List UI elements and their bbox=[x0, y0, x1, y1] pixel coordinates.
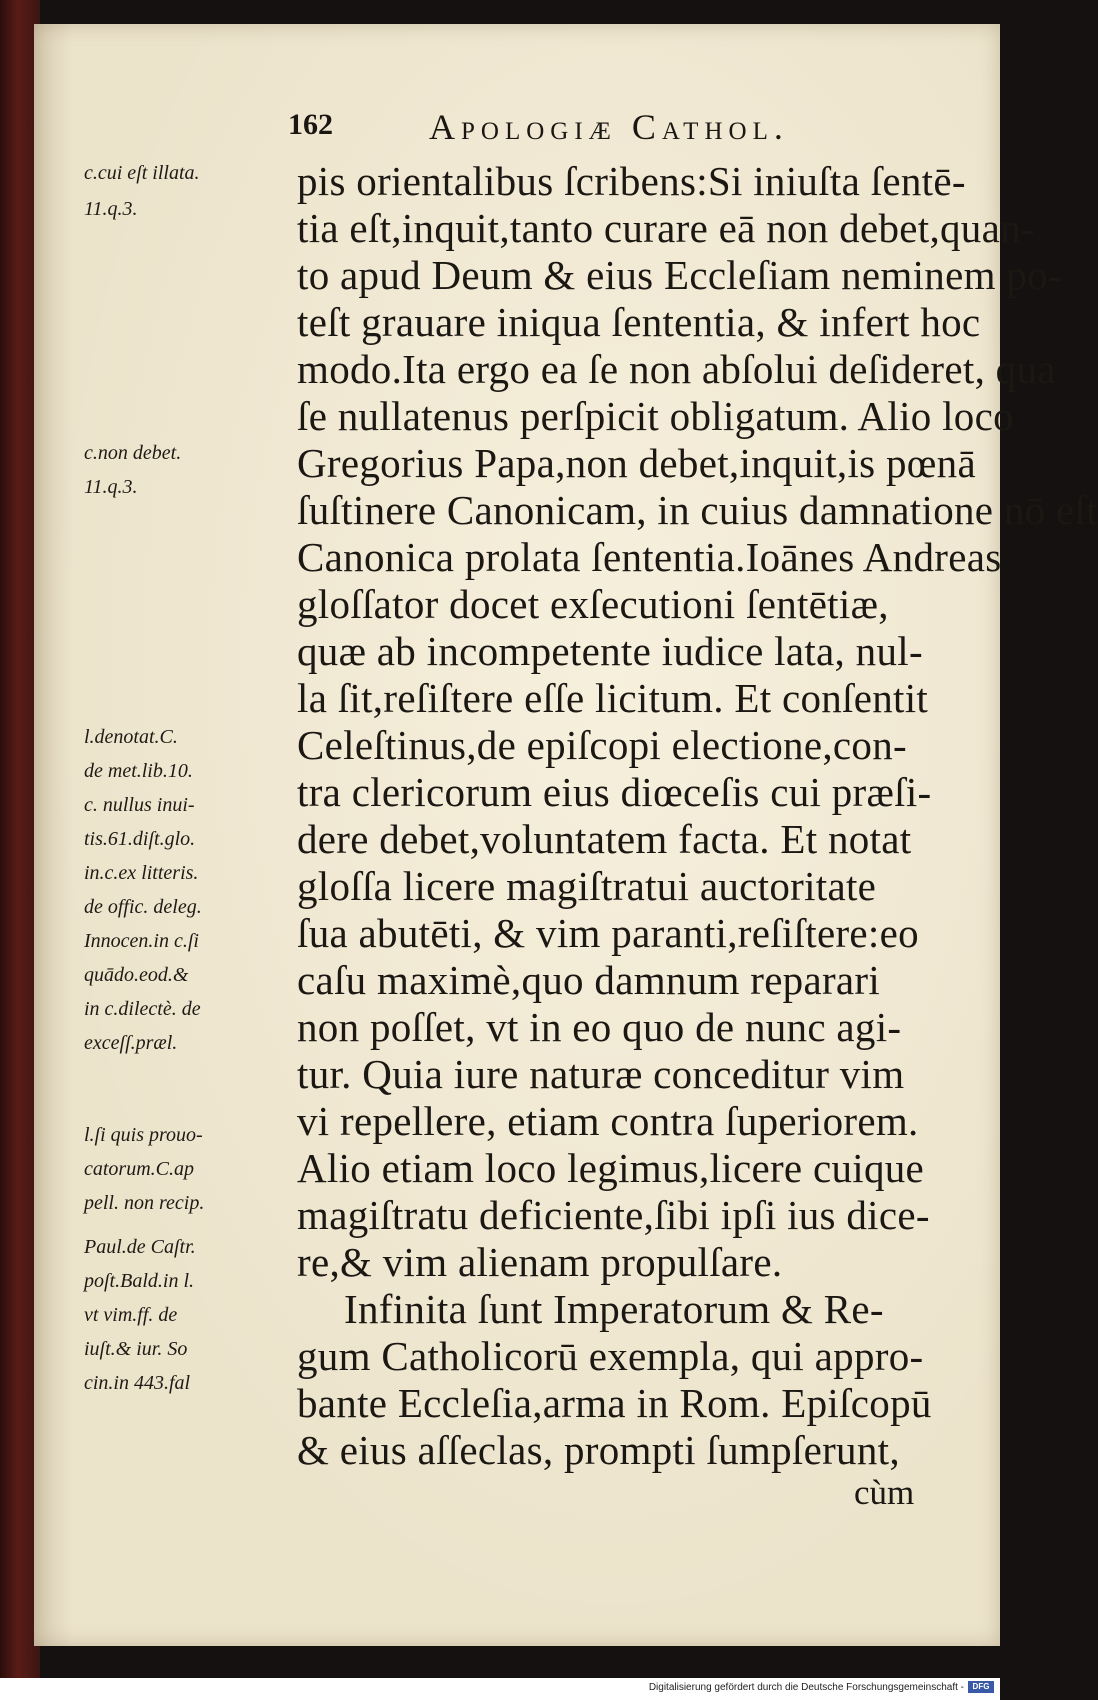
margin-note: iuſt.& iur. So bbox=[84, 1338, 188, 1360]
catchword: cùm bbox=[854, 1473, 915, 1512]
margin-note: c.cui eſt illata. bbox=[84, 162, 200, 184]
body-line: Gregorius Papa,non debet,inquit,is pœnā bbox=[297, 440, 976, 486]
page-header bbox=[34, 106, 1000, 152]
running-title: Apologiæ Cathol. bbox=[429, 107, 789, 147]
body-line: Celeſtinus,de epiſcopi electione,con- bbox=[297, 722, 907, 768]
margin-note: l.denotat.C. bbox=[84, 726, 178, 748]
body-line: Canonica prolata ſententia.Ioānes Andreas bbox=[297, 534, 1002, 580]
body-line: Alio etiam loco legimus,licere cuique bbox=[297, 1145, 925, 1191]
margin-note: catorum.C.ap bbox=[84, 1158, 194, 1180]
body-line: tur. Quia iure naturæ conceditur vim bbox=[297, 1051, 905, 1097]
margin-note: in.c.ex litteris. bbox=[84, 862, 199, 884]
dfg-logo: DFG bbox=[968, 1681, 994, 1693]
margin-note: 11.q.3. bbox=[84, 198, 138, 220]
body-line: & eius aſſeclas, prompti ſumpſerunt, bbox=[297, 1427, 900, 1473]
body-line: gloſſa licere magiſtratui auctoritate bbox=[297, 863, 877, 909]
body-line: gloſſator docet exſecutioni ſentētiæ, bbox=[297, 581, 889, 627]
margin-note: c. nullus inui- bbox=[84, 794, 195, 816]
margin-note: exceſſ.præl. bbox=[84, 1032, 178, 1054]
body-line: la ſit,reſiſtere eſſe licitum. Et conſentit bbox=[297, 675, 929, 721]
body-line: bante Eccleſia,arma in Rom. Epiſcopū bbox=[297, 1380, 932, 1426]
body-line: ſe nullatenus perſpicit obligatum. Alio loco bbox=[297, 393, 1014, 439]
digitization-credit: Digitalisierung gefördert durch die Deutsche Forschungsgemeinschaft - bbox=[648, 1682, 964, 1693]
margin-note: de offic. deleg. bbox=[84, 896, 202, 918]
margin-note: tis.61.diſt.glo. bbox=[84, 828, 196, 850]
margin-note: quādo.eod.& bbox=[84, 964, 189, 986]
margin-note: vt vim.ff. de bbox=[84, 1304, 178, 1326]
margin-note: 11.q.3. bbox=[84, 476, 138, 498]
body-line: non poſſet, vt in eo quo de nunc agi- bbox=[297, 1004, 902, 1050]
body-line: teſt grauare iniqua ſententia, & infert hoc bbox=[297, 299, 981, 345]
body-line: ſua abutēti, & vim paranti,reſiſtere:eo bbox=[297, 910, 919, 956]
margin-note: cin.in 443.fal bbox=[84, 1372, 191, 1394]
body-line: to apud Deum & eius Eccleſiam neminem po- bbox=[297, 252, 1062, 298]
body-line: quæ ab incompetente iudice lata, nul- bbox=[297, 628, 923, 674]
body-line: re,& vim alienam propulſare. bbox=[297, 1239, 783, 1285]
margin-note: c.non debet. bbox=[84, 442, 182, 464]
body-line: vi repellere, etiam contra ſuperiorem. bbox=[297, 1098, 919, 1144]
margin-note: poſt.Bald.in l. bbox=[84, 1270, 194, 1292]
margin-note: l.ſi quis prouo- bbox=[84, 1124, 203, 1146]
body-line: modo.Ita ergo ea ſe non abſolui deſideret, qua bbox=[297, 346, 1056, 392]
margin-note: Innocen.in c.ſi bbox=[84, 930, 199, 952]
margin-note: in c.dilectè. de bbox=[84, 998, 201, 1020]
body-line: magiſtratu deficiente,ſibi ipſi ius dice- bbox=[297, 1192, 930, 1238]
body-line: dere debet,voluntatem facta. Et notat bbox=[297, 816, 912, 862]
body-line: tra clericorum eius diœceſis cui præſi- bbox=[297, 769, 932, 815]
page-number: 162 bbox=[288, 108, 333, 141]
book-page bbox=[34, 24, 1098, 1646]
body-line: pis orientalibus ſcribens:Si iniuſta ſentē- bbox=[297, 158, 966, 204]
body-line: tia eſt,inquit,tanto curare eā non debet,quan- bbox=[297, 205, 1035, 251]
margin-note: de met.lib.10. bbox=[84, 760, 193, 782]
margin-note: pell. non recip. bbox=[84, 1192, 205, 1214]
body-line: ſuſtinere Canonicam, in cuius damnatione nō eſt bbox=[297, 487, 1098, 533]
margin-note: Paul.de Caſtr. bbox=[84, 1236, 196, 1258]
body-line: gum Catholicorū exempla, qui appro- bbox=[297, 1333, 924, 1379]
body-line: caſu maximè,quo damnum reparari bbox=[297, 957, 881, 1003]
body-line-indented: Infinita ſunt Imperatorum & Re- bbox=[344, 1286, 884, 1332]
